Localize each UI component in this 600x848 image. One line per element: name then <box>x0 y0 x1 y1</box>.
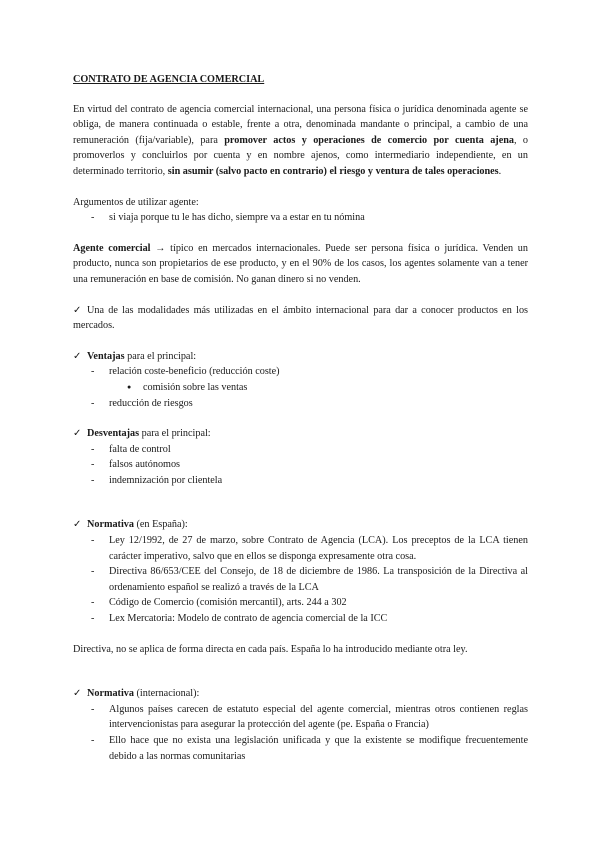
ventajas-list-2 <box>73 396 528 412</box>
check-icon: ✓ <box>73 688 82 700</box>
list-item: - indemnización por clientela <box>91 473 528 489</box>
intro-bold-1: promover actos y operaciones de comercio por cuenta ajena <box>224 134 514 146</box>
check-icon: ✓ <box>73 304 82 316</box>
agente-label: Agente comercial <box>73 242 151 254</box>
ventajas-heading <box>73 349 528 365</box>
directiva-note: Directiva, no se aplica de forma directa en cada país. España lo ha introducido mediante otra ley. <box>73 643 468 655</box>
normativa-int-label: Normativa <box>87 688 134 700</box>
argumentos-heading: Argumentos de utilizar agente: <box>73 196 199 208</box>
list-item: - Directiva 86/653/CEE del Consejo, de 18 de diciembre de 1986. La transposición de la Directiva al ordenamiento español se realizó a través de la LCA <box>91 564 528 595</box>
desventajas-label: Desventajas <box>87 428 140 440</box>
list-item: - relación coste-beneficio (reducción coste) <box>91 364 528 380</box>
check-icon: ✓ <box>73 350 82 362</box>
document-title: CONTRATO DE AGENCIA COMERCIAL <box>73 74 265 85</box>
normativa-int-list <box>73 702 528 764</box>
desventajas-list <box>73 442 528 489</box>
normativa-int-suffix: (internacional): <box>133 688 200 700</box>
intro-text-3: . <box>498 165 502 177</box>
agente-paragraph <box>73 241 528 288</box>
intro-text-2: , o promoverlos y concluirlos por cuenta y en nombre ajenos, como intermediario independiente, en un determinado territorio, <box>73 134 529 177</box>
ventajas-sublist <box>73 380 528 396</box>
list-item: - Código de Comercio (comisión mercantil), arts. 244 a 302 <box>91 595 528 611</box>
normativa-int-heading <box>73 686 528 702</box>
list-item: - falta de control <box>91 442 528 458</box>
list-item: ● comisión sobre las ventas <box>127 380 528 396</box>
normativa-es-heading <box>73 517 528 533</box>
list-item: - Algunos países carecen de estatuto especial del agente comercial, mientras otros contienen reglas intervencionistas para asegurar la protección del agente (pe. España o Francia) <box>91 702 528 733</box>
list-item: - si viaja porque tu le has dicho, siempre va a estar en tu nómina <box>91 210 528 226</box>
ventajas-label: Ventajas <box>87 350 125 362</box>
desventajas-suffix: para el principal: <box>139 428 211 440</box>
modalidad-text: Una de las modalidades más utilizadas en el ámbito internacional para dar a conocer productos en los mercados. <box>73 304 528 332</box>
ventajas-suffix: para el principal: <box>124 350 197 362</box>
intro-paragraph <box>73 102 528 180</box>
desventajas-heading <box>73 426 528 442</box>
normativa-es-label: Normativa <box>87 519 134 531</box>
list-item: - Ley 12/1992, de 27 de marzo, sobre Contrato de Agencia (LCA). Los preceptos de la LCA tienen carácter imperativo, salvo que en ellos se disponga expresamente otra cosa. <box>91 533 528 564</box>
normativa-es-list <box>73 533 528 627</box>
list-item: - Ello hace que no exista una legislación unificada y que la existente se modifique frecuentemente debido a las normas comunitarias <box>91 733 528 764</box>
check-icon: ✓ <box>73 519 82 531</box>
arrow-icon: → <box>150 242 171 254</box>
intro-bold-2: sin asumir (salvo pacto en contrario) el riesgo y ventura de tales operaciones <box>167 165 499 177</box>
list-item: - reducción de riesgos <box>91 396 528 412</box>
list-item: - Lex Mercatoria: Modelo de contrato de agencia comercial de la ICC <box>91 611 528 627</box>
intro-text-1: En virtud del contrato de agencia comercial internacional, una persona física o jurídica denominada agente se obliga, de manera continuada o estable, frente a otra, denominada mandante o principal, a cambio de una remuneración (fija/variable), para <box>73 103 528 146</box>
agente-text: típico en mercados internacionales. Puede ser persona física o jurídica. Venden un producto, nunca son propietarios de ese producto, y en el 90% de los casos, los agentes solamente van a tener una remuneración en base de comisión. No ganan dinero si no venden. <box>73 242 528 285</box>
list-item: - falsos autónomos <box>91 457 528 473</box>
check-icon: ✓ <box>73 428 82 440</box>
ventajas-list <box>73 364 528 380</box>
modalidad-paragraph <box>73 303 528 334</box>
argumentos-list <box>73 210 528 226</box>
document-page <box>73 72 528 764</box>
normativa-es-suffix: (en España): <box>133 519 188 531</box>
